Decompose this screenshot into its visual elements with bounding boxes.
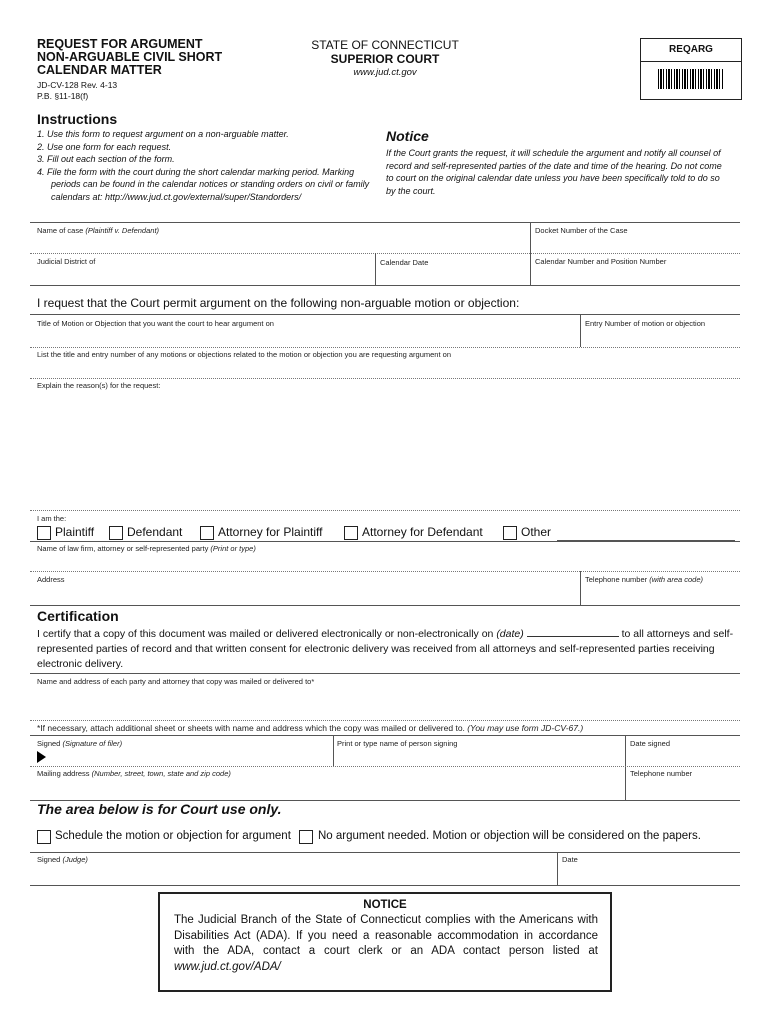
other-label: Other [521,525,552,539]
title-line-1: REQUEST FOR ARGUMENT [37,37,203,51]
plaintiff-label: Plaintiff [55,525,95,539]
judicial-district-label: Judicial District of [37,257,96,266]
instructions-list [37,128,377,203]
schedule-argument-label: Schedule the motion or objection for argument [55,830,291,842]
state-name: STATE OF CONNECTICUT [311,38,459,52]
no-argument-checkbox[interactable] [299,830,313,844]
certification-heading: Certification [37,608,119,624]
date-signed-label: Date signed [630,739,671,748]
instruction-item: 1. Use this form to request argument on a non-arguable matter. [37,129,289,139]
ada-notice-text: The Judicial Branch of the State of Connecticut complies with the Americans with Disabilities Act (ADA). If you need a reasonable accommodation in accordance with the ADA, contact a court clerk or an ADA contact person listed at www.jud.ct.gov/ADA/ [174,914,598,973]
ada-link[interactable]: www.jud.ct.gov/ADA/ [174,960,281,973]
court-website[interactable]: www.jud.ct.gov [353,67,417,78]
calendar-number-label: Calendar Number and Position Number [535,257,667,266]
i-am-label: I am the: [37,514,67,523]
ada-notice-box [158,892,612,992]
sign-here-arrow-icon [37,751,46,763]
court-name: SUPERIOR COURT [330,52,440,66]
form-code: REQARG [641,39,741,62]
request-statement: I request that the Court permit argument on the following non-arguable motion or objection: [37,296,520,310]
attorney-defendant-label: Attorney for Defendant [362,525,483,539]
footnote: *If necessary, attach additional sheet or sheets with name and address which the copy was mailed or delivered to. (You may use form JD-CV-67.) [37,723,584,733]
form-code-box [640,38,742,100]
entry-number-label: Entry Number of motion or objection [585,319,706,328]
certification-telephone-label: Telephone number [630,769,693,778]
certification-text: I certify that a copy of this document was mailed or delivered electronically or non-electronically on (date) to all attorneys and self-represented parties of record and that written consent for electronic delivery was received from all attorneys and self-represented parties receiving electronic delivery. [37,628,734,670]
firm-name-label: Name of law firm, attorney or self-represented party (Print or type) [37,544,256,553]
judge-signed-label: Signed (Judge) [37,855,88,864]
court-heading [300,38,470,80]
instruction-item: 4. File the form with the court during the short calendar marking period. Marking periods can be found in the calendar notices or standing orders on civil or family calendars at: http://www.jud.ct.gov/external/super/Standorders/ [37,166,370,202]
instruction-item: 2. Use one form for each request. [37,141,172,152]
barcode-image [658,69,724,89]
address-label: Address [37,575,65,584]
telephone-label: Telephone number (with area code) [585,575,704,584]
title-line-3: CALENDAR MATTER [37,63,162,77]
reasons-label: Explain the reason(s) for the request: [37,381,161,390]
defendant-checkbox[interactable] [109,526,123,540]
court-use-heading: The area below is for Court use only. [37,801,282,817]
motion-title-label: Title of Motion or Objection that you want the court to hear argument on [37,319,274,328]
attorney-defendant-checkbox[interactable] [344,526,358,540]
instruction-item: 3. Fill out each section of the form. [37,154,175,164]
certification-date-field[interactable] [527,626,619,637]
calendar-date-label: Calendar Date [380,258,429,267]
practice-book-ref: P.B. §11-18(f) [37,91,89,101]
notice-heading: Notice [386,128,429,144]
docket-number-label: Docket Number of the Case [535,226,628,235]
signed-label: Signed (Signature of filer) [37,739,123,748]
judge-date-label: Date [562,855,578,864]
no-argument-label: No argument needed. Motion or objection will be considered on the papers. [318,830,701,842]
parties-label: Name and address of each party and attorney that copy was mailed or delivered to* [37,677,315,686]
notice-text: If the Court grants the request, it will schedule the argument and notify all counsel of record and self-represented parties of the date and time of the hearing. Do not come to court on the original calendar date unless you have been specifically told to do so by the court. [386,148,722,196]
attorney-plaintiff-checkbox[interactable] [200,526,214,540]
schedule-argument-checkbox[interactable] [37,830,51,844]
other-checkbox[interactable] [503,526,517,540]
print-name-label: Print or type name of person signing [337,739,458,748]
title-line-2: NON-ARGUABLE CIVIL SHORT [37,50,223,64]
form-number: JD-CV-128 Rev. 4-13 [37,80,118,90]
defendant-label: Defendant [127,525,183,539]
related-motions-label: List the title and entry number of any motions or objections related to the motion or objection you are requesting argument on [37,350,451,359]
ada-notice-heading: NOTICE [363,899,407,911]
form-title [37,38,277,77]
mailing-address-label: Mailing address (Number, street, town, state and zip code) [37,769,231,778]
attorney-plaintiff-label: Attorney for Plaintiff [218,525,323,539]
instructions-heading: Instructions [37,111,118,127]
form-number-block [37,80,117,102]
case-name-label: Name of case (Plaintiff v. Defendant) [37,226,160,235]
plaintiff-checkbox[interactable] [37,526,51,540]
